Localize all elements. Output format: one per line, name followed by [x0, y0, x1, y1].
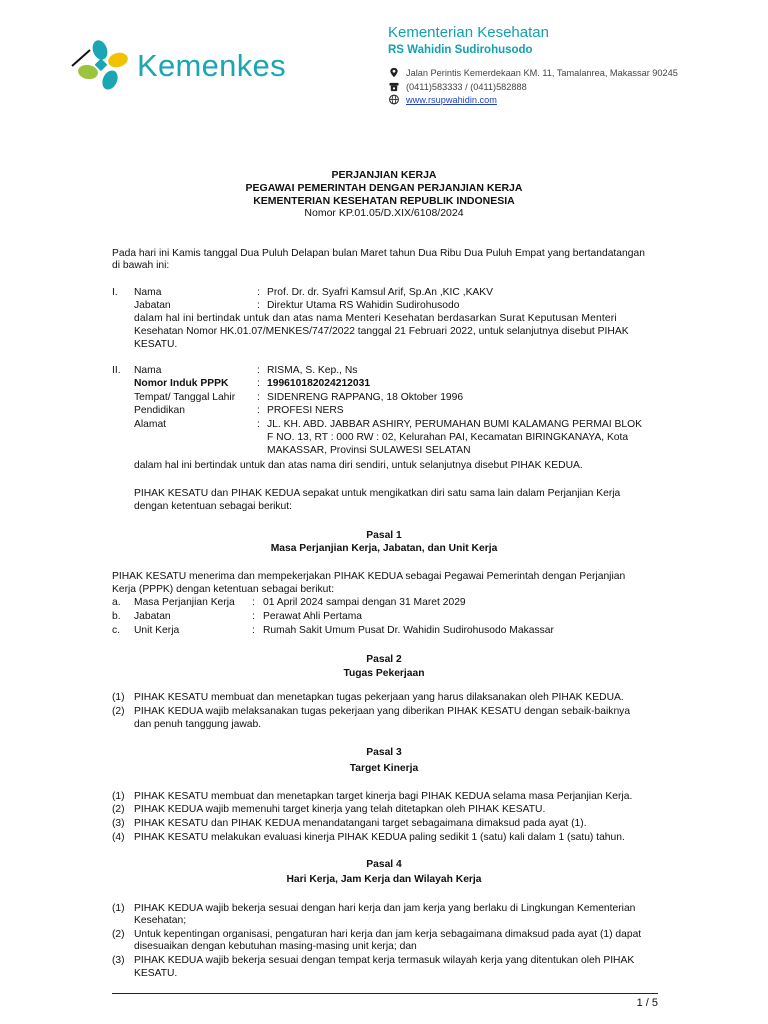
pasal1-item-value: Rumah Sakit Umum Pusat Dr. Wahidin Sudirohusodo Makassar: [263, 625, 554, 636]
globe-icon: [388, 94, 400, 105]
location-pin-icon: [388, 67, 400, 78]
hospital-name: RS Wahidin Sudirohusodo: [388, 44, 533, 56]
kemenkes-logo-icon: [70, 36, 134, 98]
colon: :: [252, 625, 255, 636]
pasal4-item-text: PIHAK KEDUA wajib bekerja sesuai dengan tempat kerja termasuk wilayah kerja yang ditentukan oleh PIHAK: [134, 955, 635, 966]
pasal1-item-label: Masa Perjanjian Kerja: [134, 597, 235, 608]
pasal1-intro-line1: PIHAK KESATU menerima dan mempekerjakan PIHAK KEDUA sebagai Pegawai Pemerintah dengan Perjanjian: [112, 571, 626, 582]
party1-nama-value: Prof. Dr. dr. Syafri Kamsul Arif, Sp.An ,KIC ,KAKV: [267, 287, 494, 298]
pasal1-item-letter: c.: [112, 625, 121, 636]
pasal1-item-value: Perawat Ahli Pertama: [263, 611, 363, 622]
pasal3-item-number: (2): [112, 804, 125, 815]
pasal1-item-value: 01 April 2024 sampai dengan 31 Maret 2029: [263, 597, 466, 608]
party2-pendidikan-label: Pendidikan: [134, 405, 185, 416]
party2-nip-label: Nomor Induk PPPK: [134, 378, 229, 389]
party2-pendidikan-value: PROFESI NERS: [267, 405, 344, 416]
agreement-line2: dengan ketentuan sebagai berikut:: [134, 501, 293, 512]
doc-title-line3: KEMENTERIAN KESEHATAN REPUBLIK INDONESIA: [253, 195, 515, 207]
colon: :: [252, 597, 255, 608]
pasal3-item-number: (1): [112, 791, 125, 802]
pasal1-item-letter: b.: [112, 611, 121, 622]
pasal2-item-text: PIHAK KESATU membuat dan menetapkan tugas pekerjaan yang harus dilaksanakan oleh PIHAK KEDUA.: [134, 692, 624, 703]
party1-jabatan-label: Jabatan: [134, 300, 171, 311]
party2-nama-label: Nama: [134, 365, 162, 376]
party2-nama-value: RISMA, S. Kep., Ns: [267, 365, 358, 376]
colon: :: [257, 365, 260, 376]
pasal3-item-number: (3): [112, 818, 125, 829]
party2-alamat-line2: F NO. 13, RT : 000 RW : 02, Kelurahan PAI, Kecamatan BIRINGKANAYA, Kota: [267, 432, 629, 443]
opening-line1: Pada hari ini Kamis tanggal Dua Puluh Delapan bulan Maret tahun Dua Ribu Dua Puluh Empat yang bertandatangan: [112, 248, 645, 259]
colon: :: [252, 611, 255, 622]
pasal3-item-number: (4): [112, 832, 125, 843]
pasal4-title: Hari Kerja, Jam Kerja dan Wilayah Kerja: [286, 874, 482, 885]
party2-ttl-value: SIDENRENG RAPPANG, 18 Oktober 1996: [267, 392, 464, 403]
pasal1-number: Pasal 1: [366, 530, 402, 541]
party2-alamat-label: Alamat: [134, 419, 167, 430]
pasal3-number: Pasal 3: [366, 747, 402, 758]
website-link[interactable]: www.rsupwahidin.com: [406, 94, 497, 105]
pasal4-item-number: (2): [112, 929, 125, 940]
colon: :: [257, 405, 260, 416]
pasal4-number: Pasal 4: [366, 859, 402, 870]
party2-alamat-line3: MAKASSAR, Provinsi SULAWESI SELATAN: [267, 445, 471, 456]
pasal1-title: Masa Perjanjian Kerja, Jabatan, dan Unit Kerja: [270, 543, 498, 554]
pasal4-item-text-cont: Kesehatan;: [134, 915, 187, 926]
pasal2-title: Tugas Pekerjaan: [343, 668, 425, 679]
pasal4-item-number: (3): [112, 955, 125, 966]
doc-title-line1: PERJANJIAN KERJA: [331, 169, 437, 181]
pasal3-item-text: PIHAK KESATU melakukan evaluasi kinerja PIHAK KEDUA paling sedikit 1 (satu) kali dalam 1 (satu) tahun.: [134, 832, 625, 843]
doc-number: Nomor KP.01.05/D.XIX/6108/2024: [304, 207, 464, 219]
party1-number: I.: [112, 287, 118, 298]
pasal4-item-number: (1): [112, 903, 125, 914]
pasal1-item-label: Unit Kerja: [134, 625, 180, 636]
ministry-name: Kementerian Kesehatan: [388, 24, 549, 41]
pasal2-item-text-cont: dan penuh tanggung jawab.: [134, 719, 262, 730]
address-row: [388, 67, 678, 78]
pasal2-number: Pasal 2: [366, 654, 402, 665]
party2-desc: dalam hal ini bertindak untuk dan atas nama diri sendiri, untuk selanjutnya disebut PIHAK KEDUA.: [134, 460, 583, 471]
footer-divider: [112, 993, 658, 994]
address-text: Jalan Perintis Kemerdekaan KM. 11, Tamalanrea, Makassar 90245: [406, 67, 678, 78]
pasal2-item-number: (1): [112, 692, 125, 703]
pasal1-intro-line2: Kerja (PPPK) dengan ketentuan sebagai berikut:: [112, 584, 335, 595]
pasal3-item-text: PIHAK KESATU dan PIHAK KEDUA menandatangani target sebagaimana dimaksud pada ayat (1).: [134, 818, 587, 829]
colon: :: [257, 419, 260, 430]
party1-desc-line1: dalam hal ini bertindak untuk dan atas nama Menteri Kesehatan berdasarkan Surat Keputusan Menteri: [134, 313, 617, 324]
phone-row: [388, 81, 527, 92]
doc-title-line2: PEGAWAI PEMERINTAH DENGAN PERJANJIAN KERJA: [245, 182, 523, 194]
pasal4-item-text-cont: KESATU.: [134, 968, 178, 979]
colon: :: [257, 300, 260, 311]
party1-desc-line3: KESATU.: [134, 339, 178, 350]
party2-nip-value: 199610182024212031: [267, 378, 371, 389]
pasal3-item-text: PIHAK KESATU membuat dan menetapkan target kinerja bagi PIHAK KEDUA selama masa Perjanjian Kerja.: [134, 791, 633, 802]
pasal4-item-text-cont: disesuaikan dengan kebutuhan masing-masing unit kerja; dan: [134, 941, 417, 952]
pasal3-item-text: PIHAK KEDUA wajib memenuhi target kinerja yang telah ditetapkan oleh PIHAK KESATU.: [134, 804, 546, 815]
colon: :: [257, 392, 260, 403]
page-number: 1 / 5: [636, 997, 658, 1009]
pasal2-item-text: PIHAK KEDUA wajib melaksanakan tugas pekerjaan yang diberikan PIHAK KESATU dengan sebaik-baiknya: [134, 706, 631, 717]
pasal4-item-text: Untuk kepentingan organisasi, pengaturan hari kerja dan jam kerja sebagaimana dimaksud pada ayat (1) dapat: [134, 929, 642, 940]
party1-jabatan-value: Direktur Utama RS Wahidin Sudirohusodo: [267, 300, 460, 311]
party2-alamat-line1: JL. KH. ABD. JABBAR ASHIRY, PERUMAHAN BUMI KALAMANG PERMAI BLOK: [267, 419, 642, 430]
party1-nama-label: Nama: [134, 287, 162, 298]
party2-number: II.: [112, 365, 121, 376]
party1-desc-line2: Kesehatan Nomor HK.01.07/MENKES/747/2022 tanggal 21 Februari 2022, untuk selanjutnya disebut PIHAK: [134, 326, 629, 337]
pasal2-item-number: (2): [112, 706, 125, 717]
colon: :: [257, 378, 260, 389]
pasal1-item-letter: a.: [112, 597, 121, 608]
pasal3-title: Target Kinerja: [349, 763, 419, 774]
pasal1-item-label: Jabatan: [134, 611, 171, 622]
logo-text: Kemenkes: [137, 48, 286, 83]
colon: :: [257, 287, 260, 298]
telephone-icon: [388, 81, 400, 92]
pasal4-item-text: PIHAK KEDUA wajib bekerja sesuai dengan hari kerja dan jam kerja yang berlaku di Lingkungan Kementerian: [134, 903, 636, 914]
phone-text: (0411)583333 / (0411)582888: [406, 81, 527, 92]
party2-ttl-label: Tempat/ Tanggal Lahir: [134, 392, 236, 403]
website-row: [388, 94, 497, 105]
opening-line2: di bawah ini:: [112, 260, 170, 271]
agreement-line1: PIHAK KESATU dan PIHAK KEDUA sepakat untuk mengikatkan diri satu sama lain dalam Perjanjian Kerja: [134, 488, 621, 499]
